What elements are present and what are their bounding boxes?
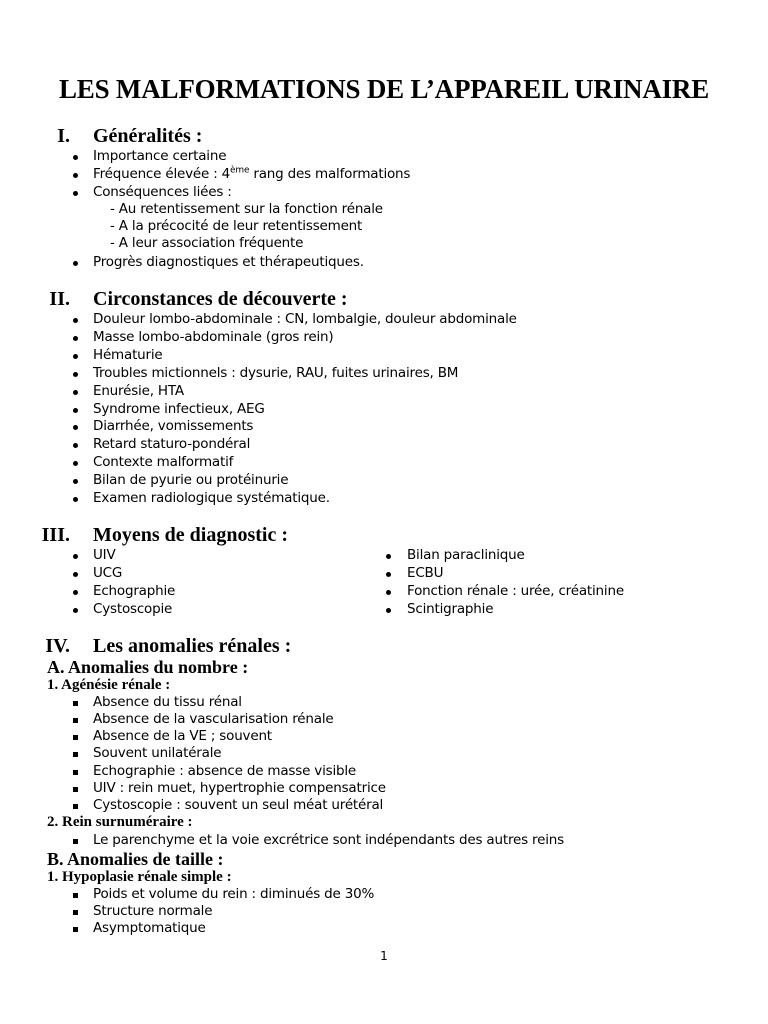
list-item: Absence de la vascularisation rénale [93,711,334,727]
subsection-B1-heading: 1. Hypoplasie rénale simple : [47,869,232,885]
bullet-icon [73,354,78,359]
bullet-icon [73,461,78,466]
section-label: Moyens de diagnostic : [93,524,288,546]
list-item: Poids et volume du rein : diminués de 30% [93,886,375,902]
bullet-icon [73,425,78,430]
square-bullet-icon [73,718,78,723]
section-number: I. [57,125,70,147]
section-3-heading [0,524,768,548]
square-bullet-icon [73,752,78,757]
square-bullet-icon [73,770,78,775]
list-item: Echographie : absence de masse visible [93,763,357,779]
list-item: Bilan de pyurie ou protéinurie [93,472,289,488]
list-item: Absence de la VE ; souvent [93,728,272,744]
subsection-B-heading: B. Anomalies de taille : [47,849,224,869]
bullet-icon [73,155,78,160]
bullet-icon [73,408,78,413]
section-number: IV. [45,635,70,657]
section-number: II. [49,288,70,310]
list-item: Asymptomatique [93,920,206,936]
square-bullet-icon [73,735,78,740]
bullet-icon [73,318,78,323]
bullet-icon [73,336,78,341]
list-item: Enurésie, HTA [93,383,184,399]
list-item: Troubles mictionnels : dysurie, RAU, fuites urinaires, BM [93,365,459,381]
list-item: Syndrome infectieux, AEG [93,401,265,417]
bullet-icon [386,590,391,595]
list-item: Cystoscopie : souvent un seul méat urétéral [93,797,384,813]
section-4-heading [0,635,768,659]
square-bullet-icon [73,839,78,844]
bullet-icon [73,261,78,266]
bullet-icon [73,608,78,613]
bullet-icon [73,443,78,448]
square-bullet-icon [73,893,78,898]
section-label: Les anomalies rénales : [93,635,292,657]
square-bullet-icon [73,927,78,932]
square-bullet-icon [73,910,78,915]
list-item: UCG [93,565,123,581]
sub-item: - A la précocité de leur retentissement [110,218,363,234]
list-item: Fonction rénale : urée, créatinine [407,583,624,599]
list-item: Conséquences liées : [93,184,232,200]
list-item-text: Fréquence élevée : 4 [93,166,231,182]
bullet-icon [73,554,78,559]
square-bullet-icon [73,787,78,792]
section-2-heading [0,288,768,312]
list-item: Douleur lombo-abdominale : CN, lombalgie, douleur abdominale [93,311,517,327]
list-item: Structure normale [93,903,213,919]
superscript: ème [230,165,250,176]
section-1-heading [0,125,768,149]
bullet-icon [73,191,78,196]
square-bullet-icon [73,701,78,706]
list-item: Echographie [93,583,176,599]
page-title: LES MALFORMATIONS DE L’APPAREIL URINAIRE [58,74,710,104]
list-item-text: rang des malformations [249,166,411,182]
list-item: Scintigraphie [407,601,494,617]
list-item: Le parenchyme et la voie excrétrice sont indépendants des autres reins [93,832,564,848]
bullet-icon [73,390,78,395]
list-item: Hématurie [93,347,163,363]
list-item: Importance certaine [93,148,227,164]
list-item: Progrès diagnostiques et thérapeutiques. [93,254,364,270]
section-label: Généralités : [93,125,203,147]
subsection-A-heading: A. Anomalies du nombre : [47,657,249,677]
list-item: Diarrhée, vomissements [93,418,254,434]
subsection-A1-heading: 1. Agénésie rénale : [47,677,171,693]
bullet-icon [73,479,78,484]
list-item [93,166,410,182]
bullet-icon [73,173,78,178]
bullet-icon [386,572,391,577]
section-number: III. [41,524,70,546]
sub-item: - Au retentissement sur la fonction rénale [110,201,383,217]
bullet-icon [386,608,391,613]
bullet-icon [73,590,78,595]
bullet-icon [73,572,78,577]
list-item: Absence du tissu rénal [93,694,242,710]
list-item: Bilan paraclinique [407,547,525,563]
list-item: Cystoscopie [93,601,173,617]
list-item: Souvent unilatérale [93,745,222,761]
list-item: Contexte malformatif [93,454,234,470]
bullet-icon [73,497,78,502]
list-item: UIV : rein muet, hypertrophie compensatrice [93,780,386,796]
list-item: Masse lombo-abdominale (gros rein) [93,329,334,345]
sub-item: - A leur association fréquente [110,235,304,251]
square-bullet-icon [73,804,78,809]
subsection-A2-heading: 2. Rein surnuméraire : [47,814,193,830]
list-item: Examen radiologique systématique. [93,490,330,506]
section-label: Circonstances de découverte : [93,288,348,310]
page-number: 1 [380,949,388,963]
list-item: UIV [93,547,116,563]
bullet-icon [73,372,78,377]
list-item: ECBU [407,565,444,581]
bullet-icon [386,554,391,559]
list-item: Retard staturo-pondéral [93,436,251,452]
